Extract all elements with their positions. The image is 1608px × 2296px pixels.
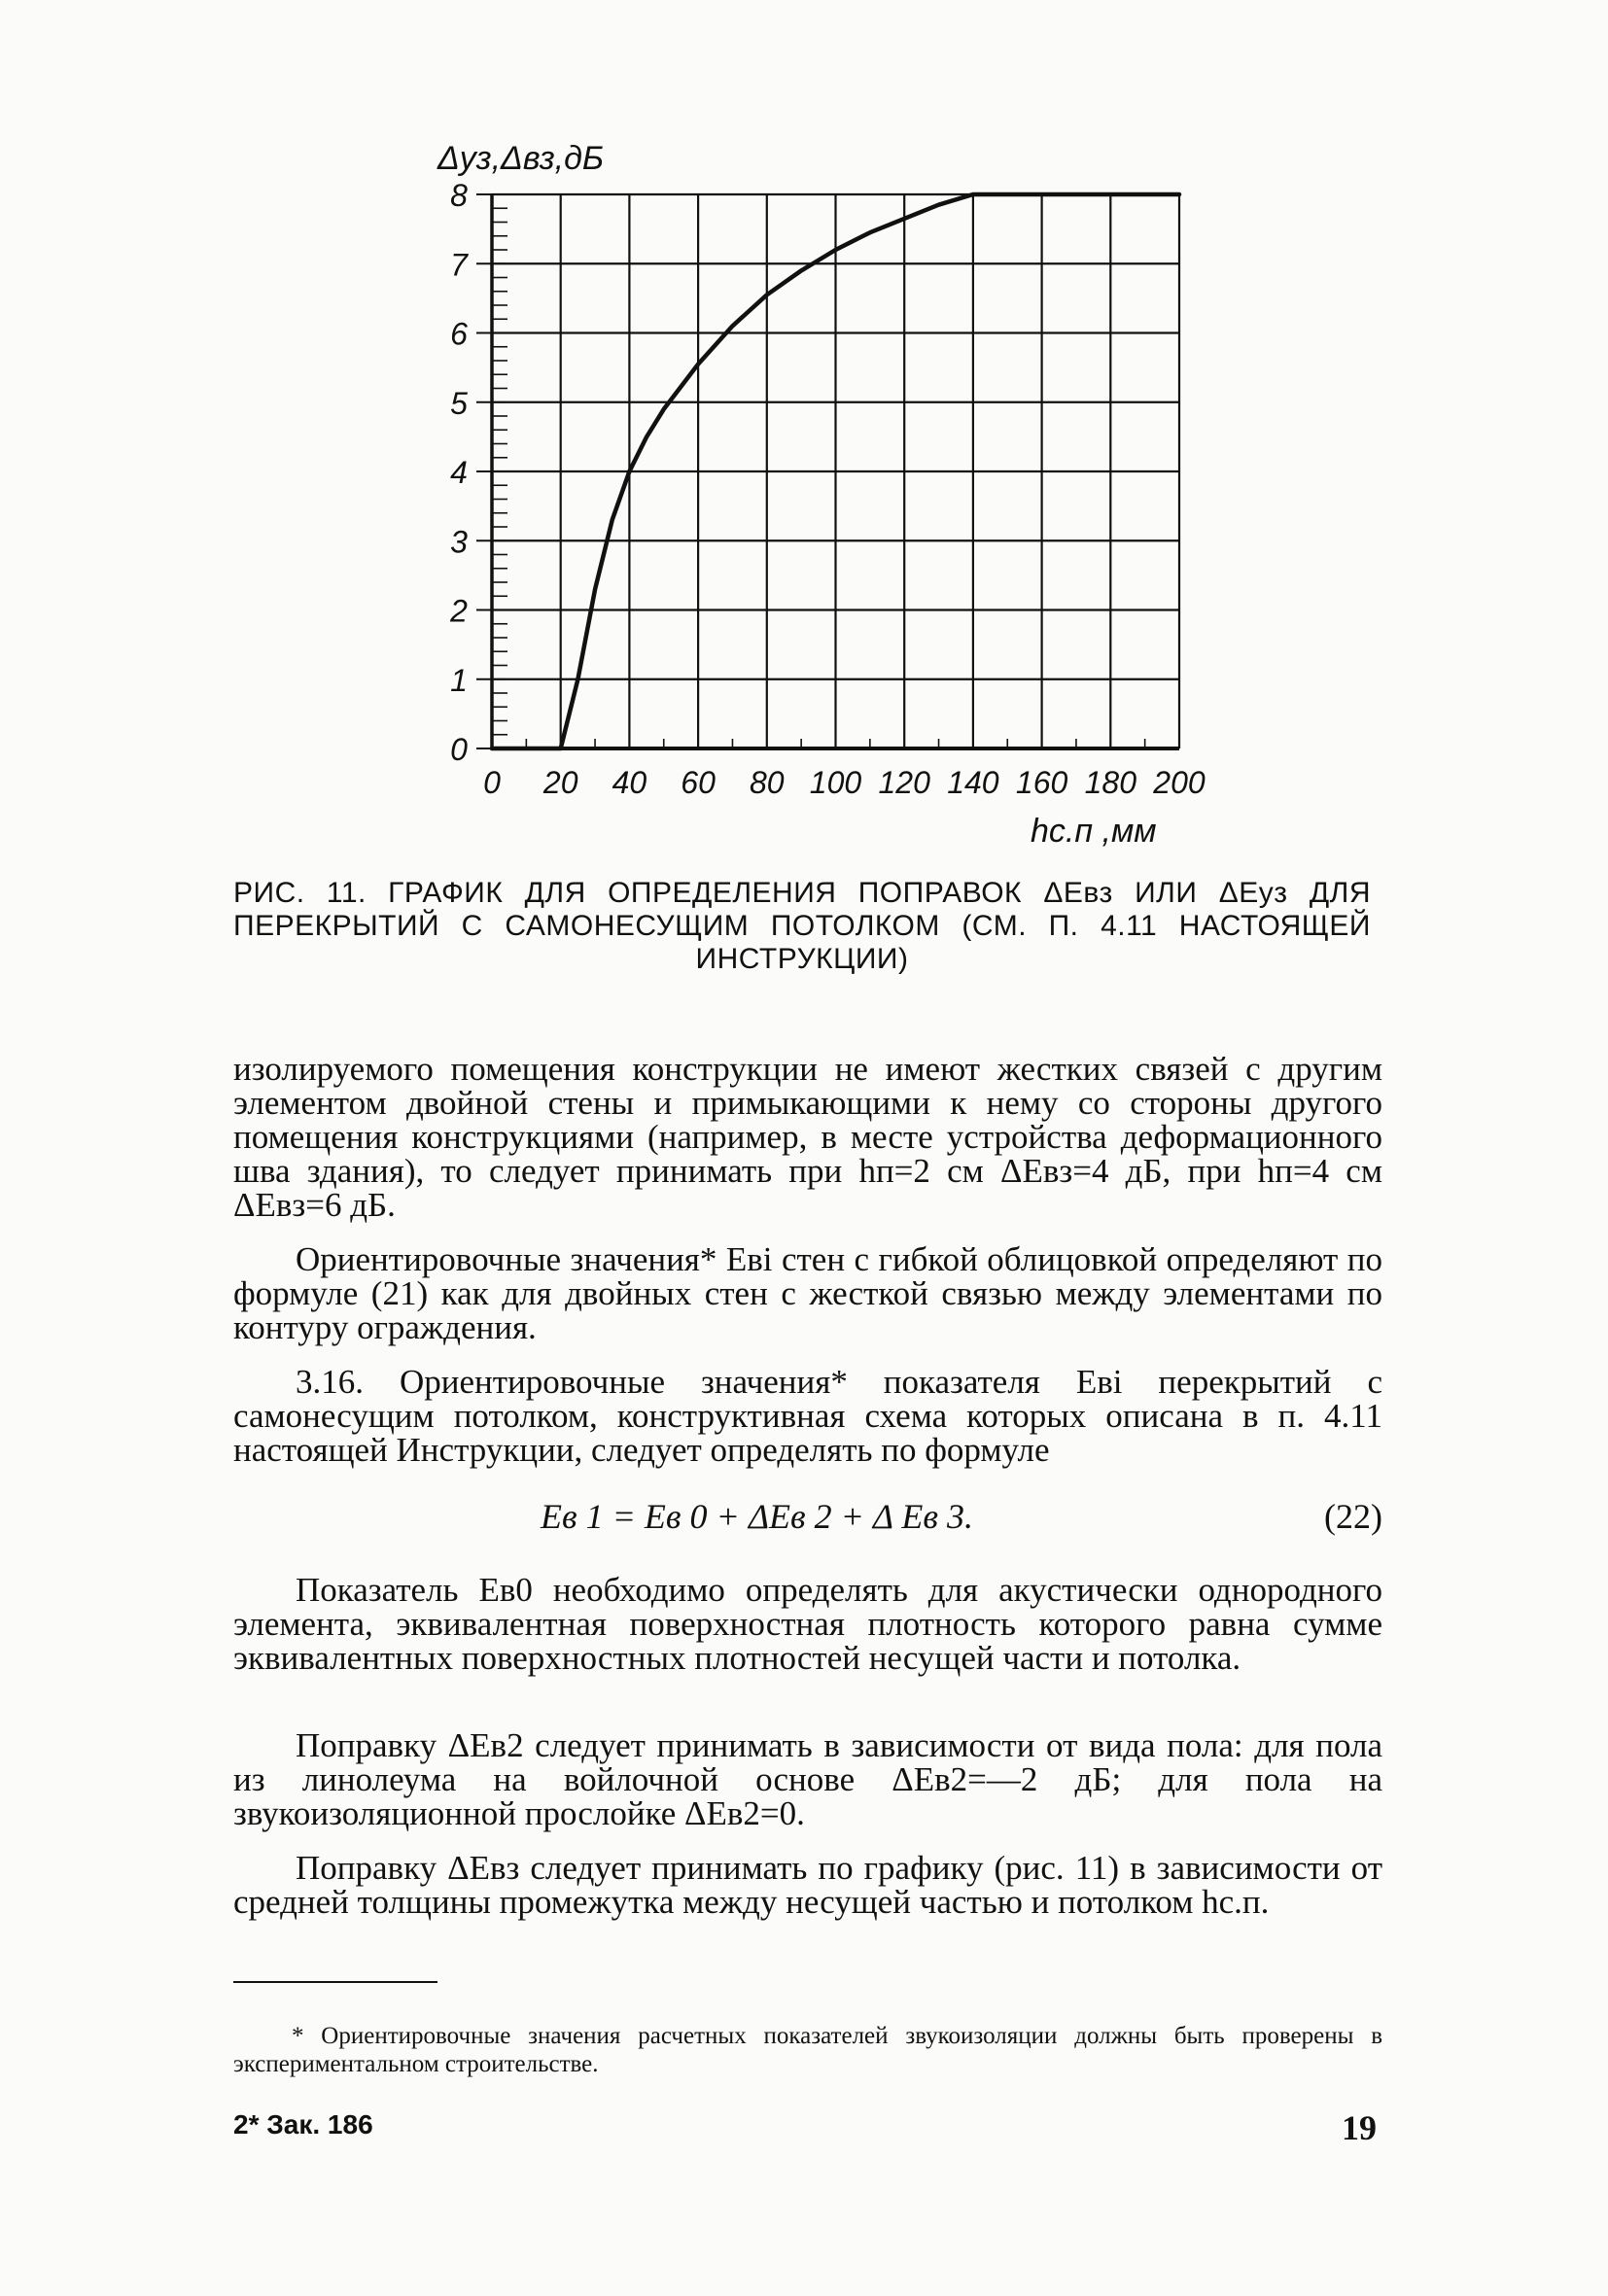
x-tick-label: 180 [1084, 765, 1136, 800]
y-tick-label: 6 [450, 316, 468, 352]
y-tick-label: 1 [450, 662, 468, 698]
y-tick-label: 3 [450, 524, 468, 560]
x-tick-label: 120 [878, 765, 930, 800]
page-number: 19 [1342, 2108, 1377, 2147]
x-tick-label: 20 [542, 765, 578, 800]
figure-11-chart [408, 136, 1225, 875]
figure-caption: РИС. 11. ГРАФИК ДЛЯ ОПРЕДЕЛЕНИЯ ПОПРАВОК ΔEвз ИЛИ ΔEуз ДЛЯ ПЕРЕКРЫТИЙ С САМОНЕСУЩИМ ПОТОЛКОМ (СМ. П. 4.11 НАСТОЯЩЕЙ ИНСТРУКЦИИ) [233, 877, 1371, 975]
x-tick-label: 160 [1015, 765, 1068, 800]
paragraph-5: Поправку ΔEв2 следует принимать в зависимости от вида пола: для пола из линолеума на войлочной основе ΔEв2=—2 дБ; для пола на звукоизоляционной прослойке ΔEв2=0. [233, 1726, 1382, 1832]
y-tick-label: 5 [450, 385, 468, 421]
x-tick-label: 40 [612, 765, 647, 800]
x-tick-label: 80 [750, 765, 785, 800]
y-axis-label: Δуз,Δвз,дБ [437, 140, 605, 177]
paragraph-1: изолируемого помещения конструкции не имеют жестких связей с другим элементом двойной стены и примыкающими к нему со стороны другого помещения конструкциями (например, в месте устройства деформационного шва здания), то следует принимать при hп=2 см ΔEвз=4 дБ, при hп=4 см ΔEвз=6 дБ. [233, 1050, 1382, 1224]
y-tick-label: 7 [450, 247, 468, 283]
print-order-mark: 2* Зак. 186 [233, 2109, 373, 2139]
footnote: * Ориентировочные значения расчетных показателей звукоизоляции должны быть проверены в экспериментальном строительстве. [233, 2023, 1382, 2077]
x-tick-label: 100 [809, 765, 862, 800]
x-tick-label: 60 [681, 765, 716, 800]
x-tick-label: 140 [947, 765, 999, 800]
paragraph-4: Показатель Eв0 необходимо определять для акустически однородного элемента, эквивалентная поверхностная плотность которого равна сумме эквивалентных поверхностных плотностей несущей части и потолка. [233, 1571, 1382, 1677]
formula-number: (22) [1324, 1497, 1382, 1536]
y-tick-label: 0 [450, 732, 468, 767]
x-tick-label: 200 [1153, 765, 1206, 800]
chart-svg [408, 136, 1225, 875]
y-tick-label: 4 [450, 455, 468, 490]
paragraph-6: Поправку ΔEвз следует принимать по графику (рис. 11) в зависимости от средней толщины промежутка между несущей частью и потолком hс.п. [233, 1849, 1382, 1921]
y-tick-label: 8 [450, 178, 468, 213]
paragraph-2: Ориентировочные значения* Eвi стен с гибкой облицовкой определяют по формуле (21) как для двойных стен с жесткой связью между элементами по контуру ограждения. [233, 1240, 1382, 1346]
formula-expression: Eв 1 = Eв 0 + ΔEв 2 + Δ Eв 3. [541, 1497, 973, 1536]
y-tick-label: 2 [450, 593, 468, 629]
footnote-rule [233, 1981, 437, 1983]
x-axis-label: hс.п ,мм [1031, 813, 1157, 850]
paragraph-3-section-3-16: 3.16. Ориентировочные значения* показателя Eвi перекрытий с самонесущим потолком, конструктивная схема которых описана в п. 4.11 настоящей Инструкции, следует определять по формуле [233, 1363, 1382, 1469]
x-tick-label: 0 [483, 765, 501, 800]
